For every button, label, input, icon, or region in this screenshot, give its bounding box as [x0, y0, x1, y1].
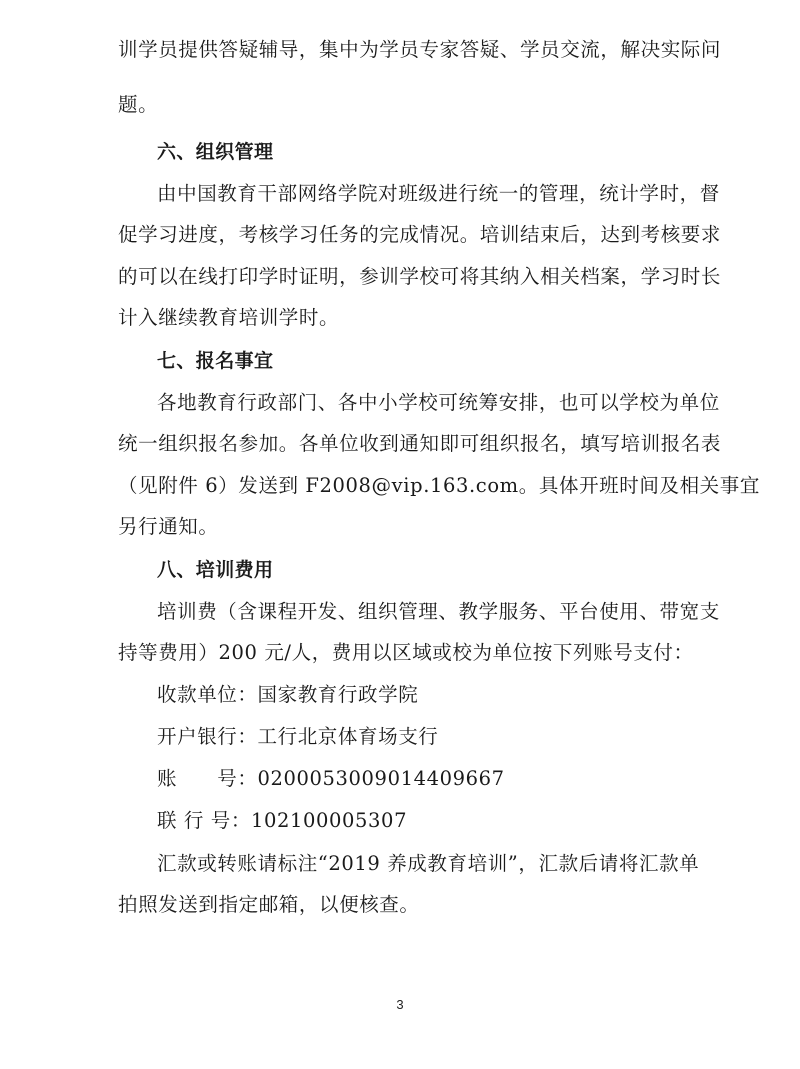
- bank-code-line: 联 行 号：102100005307: [157, 809, 408, 832]
- paragraph-line: 统一组织报名参加。各单位收到通知即可组织报名，填写培训报名表: [118, 432, 722, 455]
- paragraph-line: （见附件 6）发送到 F2008@vip.163.com。具体开班时间及相关事宜: [118, 474, 760, 497]
- paragraph-line: 另行通知。: [118, 515, 219, 538]
- payee-line: 收款单位：国家教育行政学院: [157, 683, 419, 706]
- account-number-line: 账 号：0200053009014409667: [157, 767, 505, 790]
- paragraph-line: 由中国教育干部网络学院对班级进行统一的管理，统计学时，督: [157, 182, 720, 205]
- paragraph-line: 持等费用）200 元/人，费用以区域或校为单位按下列账号支付：: [118, 641, 694, 664]
- section-heading: 八、培训费用: [157, 559, 274, 581]
- paragraph-line: 计入继续教育培训学时。: [118, 306, 340, 329]
- paragraph-line: 的可以在线打印学时证明，参训学校可将其纳入相关档案，学习时长: [118, 265, 722, 288]
- section-heading: 七、报名事宜: [157, 350, 274, 372]
- paragraph-line: 训学员提供答疑辅导，集中为学员专家答疑、学员交流，解决实际问: [118, 38, 722, 61]
- paragraph-line: 培训费（含课程开发、组织管理、教学服务、平台使用、带宽支: [157, 600, 720, 623]
- section-heading: 六、组织管理: [157, 141, 274, 163]
- paragraph-line: 促学习进度，考核学习任务的完成情况。培训结束后，达到考核要求: [118, 223, 722, 246]
- paragraph-line: 拍照发送到指定邮箱，以便核查。: [118, 893, 420, 916]
- paragraph-line: 各地教育行政部门、各中小学校可统筹安排，也可以学校为单位: [157, 391, 720, 414]
- paragraph-line: 汇款或转账请标注“2019 养成教育培训”，汇款后请将汇款单: [157, 852, 700, 875]
- paragraph-line: 题。: [118, 93, 159, 116]
- bank-line: 开户银行：工行北京体育场支行: [157, 725, 439, 748]
- page-number: 3: [396, 997, 404, 1012]
